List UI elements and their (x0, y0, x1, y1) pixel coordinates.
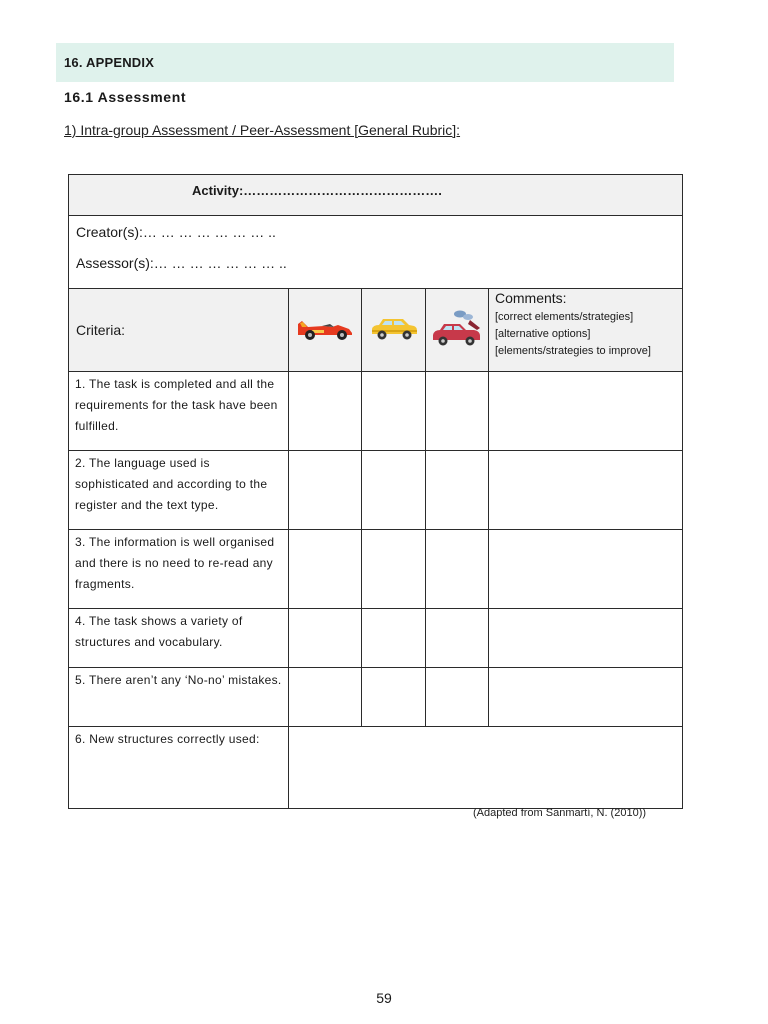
rating-cell-race-car[interactable] (289, 668, 362, 727)
yellow-car-icon (369, 315, 419, 341)
criterion-text: 6. New structures correctly used: (69, 727, 289, 809)
section-heading (56, 43, 674, 82)
criterion-text: 2. The language used is sophisticated and according to the register and the text type. (69, 451, 289, 530)
criterion-row (69, 530, 683, 609)
broken-down-car-icon (430, 308, 484, 348)
rating-cell-race-car[interactable] (289, 372, 362, 451)
rating-cell-broken-car[interactable] (426, 609, 489, 668)
rating-cell-broken-car[interactable] (426, 530, 489, 609)
rating-cell-broken-car[interactable] (426, 451, 489, 530)
subsection-heading: 16.1 Assessment (64, 89, 187, 105)
comment-cell[interactable] (489, 451, 683, 530)
rating-cell-yellow-car[interactable] (362, 372, 426, 451)
criterion-row (69, 372, 683, 451)
criteria-header: Criteria: (69, 289, 289, 372)
new-structures-cell[interactable] (289, 727, 683, 809)
race-car-icon (294, 315, 356, 341)
comment-cell[interactable] (489, 609, 683, 668)
rating-cell-broken-car[interactable] (426, 668, 489, 727)
criterion-row (69, 609, 683, 668)
criterion-text: 3. The information is well organised and there is no need to re-read any fragments. (69, 530, 289, 609)
criterion-row (69, 451, 683, 530)
comment-cell[interactable] (489, 372, 683, 451)
rating-cell-yellow-car[interactable] (362, 451, 426, 530)
broken-car-header-cell (426, 289, 489, 372)
activity-cell (69, 175, 683, 216)
source-footnote: (Adapted from Sanmartí, N. (2010)) (473, 807, 647, 819)
criterion-row (69, 668, 683, 727)
rating-cell-race-car[interactable] (289, 451, 362, 530)
comments-title: Comments: (495, 290, 567, 306)
creators-cell (69, 216, 683, 289)
comment-cell[interactable] (489, 530, 683, 609)
comments-hint-alternative: [alternative options] (495, 328, 591, 340)
rating-cell-race-car[interactable] (289, 609, 362, 668)
criterion-text: 1. The task is completed and all the requirements for the task have been fulfilled. (69, 372, 289, 451)
comment-cell[interactable] (489, 668, 683, 727)
activity-label: Activity:………………………………………. (192, 183, 442, 198)
comments-hint-correct: [correct elements/strategies] (495, 311, 634, 323)
section-heading-text: PPENDIX (95, 55, 155, 70)
criterion-text: 5. There aren’t any ‘No-no’ mistakes. (69, 668, 289, 727)
assessors-line: Assessor(s):… … … … … … … .. (76, 255, 287, 271)
rating-cell-yellow-car[interactable] (362, 609, 426, 668)
rating-cell-yellow-car[interactable] (362, 668, 426, 727)
assessment-rubric-table (68, 174, 683, 809)
criterion-row (69, 727, 683, 809)
page-number: 59 (376, 990, 392, 1006)
section-heading-number: 16. A (64, 55, 96, 70)
rating-cell-race-car[interactable] (289, 530, 362, 609)
rating-cell-broken-car[interactable] (426, 372, 489, 451)
criterion-text: 4. The task shows a variety of structures and vocabulary. (69, 609, 289, 668)
rubric-title: 1) Intra-group Assessment / Peer-Assessment [General Rubric]: (64, 122, 461, 138)
creators-line: Creator(s):… … … … … … … .. (76, 224, 276, 240)
comments-hint-improve: [elements/strategies to improve] (495, 345, 651, 357)
comments-header (489, 289, 683, 372)
race-car-header-cell (289, 289, 362, 372)
yellow-car-header-cell (362, 289, 426, 372)
rating-cell-yellow-car[interactable] (362, 530, 426, 609)
